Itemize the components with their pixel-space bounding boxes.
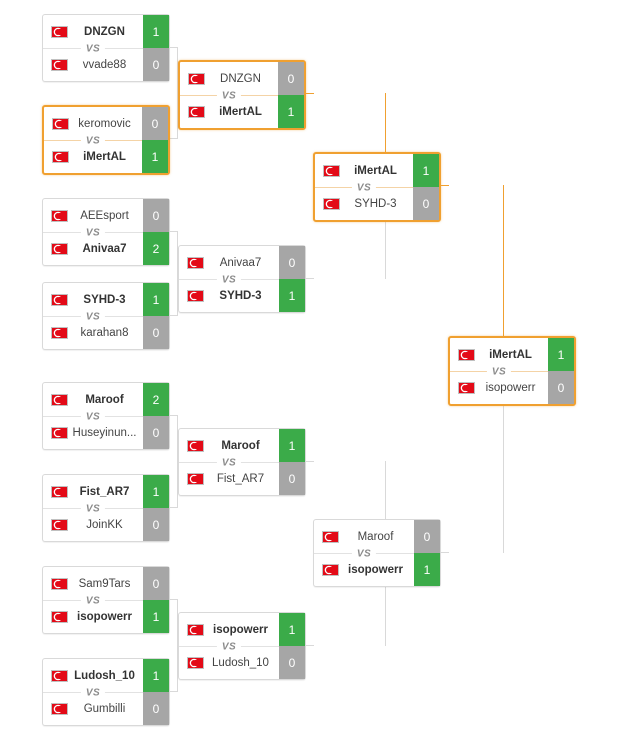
turkey-flag-icon (322, 564, 339, 576)
match-m15[interactable] (448, 336, 576, 406)
team-name: Fist_AR7 (216, 472, 265, 485)
vs-label: VS (352, 549, 376, 560)
bracket-connector (441, 185, 449, 186)
match-team-bottom[interactable] (43, 416, 169, 449)
match-team-bottom[interactable] (43, 232, 169, 265)
match-team-bottom[interactable] (179, 279, 305, 312)
team-score: 0 (279, 246, 305, 279)
match-team-top[interactable] (44, 107, 168, 140)
match-team-top[interactable] (43, 383, 169, 416)
team-score: 1 (143, 475, 169, 508)
team-score: 0 (143, 567, 169, 600)
team-name: Anivaa7 (219, 256, 262, 269)
team-name: Maroof (221, 439, 260, 452)
match-m13[interactable] (313, 152, 441, 222)
vs-label: VS (81, 596, 105, 607)
team-name: isopowerr (348, 563, 403, 576)
match-m4[interactable] (42, 282, 170, 350)
team-score: 1 (548, 338, 574, 371)
vs-divider (179, 641, 279, 653)
team-name: Ludosh_10 (212, 656, 269, 669)
team-name: Maroof (357, 530, 394, 543)
team-score: 1 (414, 553, 440, 586)
turkey-flag-icon (187, 290, 204, 302)
vs-divider (43, 411, 143, 423)
turkey-flag-icon (458, 349, 475, 361)
match-team-bottom[interactable] (179, 646, 305, 679)
vs-label: VS (81, 688, 105, 699)
vs-label: VS (217, 91, 241, 102)
team-score: 1 (142, 140, 168, 173)
match-team-bottom[interactable] (43, 600, 169, 633)
vs-divider (44, 135, 142, 147)
match-m1[interactable] (42, 14, 170, 82)
match-team-bottom[interactable] (43, 692, 169, 725)
team-score: 2 (143, 383, 169, 416)
vs-divider (43, 687, 143, 699)
team-score: 1 (279, 613, 305, 646)
bracket-connector (306, 645, 314, 646)
turkey-flag-icon (187, 657, 204, 669)
turkey-flag-icon (51, 611, 68, 623)
match-m8[interactable] (42, 658, 170, 726)
turkey-flag-icon (323, 165, 340, 177)
team-name: iMertAL (219, 105, 262, 118)
turkey-flag-icon (188, 106, 205, 118)
match-team-bottom[interactable] (450, 371, 574, 404)
vs-label: VS (352, 183, 376, 194)
team-name: JoinKK (86, 518, 123, 531)
turkey-flag-icon (187, 473, 204, 485)
match-m9[interactable] (178, 60, 306, 130)
team-name: iMertAL (83, 150, 126, 163)
team-score: 0 (278, 62, 304, 95)
bracket-connector (306, 93, 314, 94)
team-name: iMertAL (354, 164, 397, 177)
team-score: 1 (143, 600, 169, 633)
match-team-bottom[interactable] (43, 316, 169, 349)
match-team-top[interactable] (450, 338, 574, 371)
vs-label: VS (81, 504, 105, 515)
turkey-flag-icon (52, 118, 69, 130)
team-score: 1 (143, 659, 169, 692)
match-team-top[interactable] (43, 567, 169, 600)
match-team-top[interactable] (179, 246, 305, 279)
match-m5[interactable] (42, 382, 170, 450)
turkey-flag-icon (51, 486, 68, 498)
turkey-flag-icon (51, 703, 68, 715)
team-score: 0 (143, 508, 169, 541)
team-score: 1 (279, 429, 305, 462)
match-team-bottom[interactable] (315, 187, 439, 220)
match-m2[interactable] (42, 105, 170, 175)
vs-label: VS (217, 458, 241, 469)
team-name: Sam9Tars (78, 577, 131, 590)
turkey-flag-icon (52, 151, 69, 163)
team-score: 0 (143, 48, 169, 81)
turkey-flag-icon (51, 243, 68, 255)
team-score: 1 (413, 154, 439, 187)
team-score: 0 (279, 462, 305, 495)
match-team-bottom[interactable] (43, 48, 169, 81)
team-name: DNZGN (84, 25, 125, 38)
turkey-flag-icon (187, 440, 204, 452)
turkey-flag-icon (51, 670, 68, 682)
turkey-flag-icon (458, 382, 475, 394)
vs-divider (43, 595, 143, 607)
team-name: isopowerr (77, 610, 132, 623)
team-name: vvade88 (82, 58, 127, 71)
team-score: 0 (548, 371, 574, 404)
vs-divider (43, 503, 143, 515)
team-score: 0 (143, 199, 169, 232)
team-name: DNZGN (220, 72, 261, 85)
team-name: Anivaa7 (82, 242, 127, 255)
team-name: karahan8 (80, 326, 129, 339)
team-name: isopowerr (485, 381, 536, 394)
team-name: Huseyinun... (72, 426, 137, 439)
turkey-flag-icon (188, 73, 205, 85)
vs-divider (179, 457, 279, 469)
vs-label: VS (81, 412, 105, 423)
team-name: SYHD-3 (219, 289, 262, 302)
team-score: 1 (143, 15, 169, 48)
match-team-bottom[interactable] (314, 553, 440, 586)
team-score: 0 (142, 107, 168, 140)
team-score: 0 (143, 692, 169, 725)
turkey-flag-icon (51, 294, 68, 306)
team-score: 0 (414, 520, 440, 553)
match-team-top[interactable] (43, 199, 169, 232)
match-m11[interactable] (178, 428, 306, 496)
match-m10[interactable] (178, 245, 306, 313)
team-score: 0 (143, 416, 169, 449)
turkey-flag-icon (51, 578, 68, 590)
vs-label: VS (81, 44, 105, 55)
match-team-top[interactable] (43, 659, 169, 692)
vs-divider (43, 227, 143, 239)
vs-divider (43, 311, 143, 323)
team-name: keromovic (78, 117, 131, 130)
team-name: Ludosh_10 (74, 669, 135, 682)
match-m14[interactable] (313, 519, 441, 587)
vs-label: VS (81, 312, 105, 323)
match-team-bottom[interactable] (44, 140, 168, 173)
match-team-top[interactable] (179, 429, 305, 462)
bracket-connector (306, 461, 314, 462)
match-m12[interactable] (178, 612, 306, 680)
match-m6[interactable] (42, 474, 170, 542)
team-name: Maroof (85, 393, 124, 406)
vs-label: VS (81, 228, 105, 239)
team-score: 1 (143, 283, 169, 316)
vs-divider (43, 43, 143, 55)
team-name: SYHD-3 (354, 197, 397, 210)
team-score: 0 (279, 646, 305, 679)
vs-label: VS (81, 136, 105, 147)
turkey-flag-icon (323, 198, 340, 210)
match-team-bottom[interactable] (180, 95, 304, 128)
match-team-top[interactable] (179, 613, 305, 646)
match-team-top[interactable] (43, 15, 169, 48)
match-team-bottom[interactable] (43, 508, 169, 541)
vs-divider (315, 182, 413, 194)
turkey-flag-icon (322, 531, 339, 543)
match-team-top[interactable] (180, 62, 304, 95)
vs-divider (314, 548, 414, 560)
vs-divider (450, 366, 548, 378)
turkey-flag-icon (187, 624, 204, 636)
match-m3[interactable] (42, 198, 170, 266)
vs-divider (179, 274, 279, 286)
turkey-flag-icon (187, 257, 204, 269)
team-name: SYHD-3 (83, 293, 126, 306)
turkey-flag-icon (51, 427, 68, 439)
team-name: isopowerr (213, 623, 268, 636)
vs-divider (180, 90, 278, 102)
turkey-flag-icon (51, 210, 68, 222)
team-score: 1 (278, 95, 304, 128)
turkey-flag-icon (51, 394, 68, 406)
team-score: 1 (279, 279, 305, 312)
match-team-top[interactable] (314, 520, 440, 553)
turkey-flag-icon (51, 26, 68, 38)
team-name: iMertAL (489, 348, 532, 361)
team-name: AEEsport (80, 209, 129, 222)
turkey-flag-icon (51, 327, 68, 339)
match-m7[interactable] (42, 566, 170, 634)
turkey-flag-icon (51, 59, 68, 71)
match-team-bottom[interactable] (179, 462, 305, 495)
bracket-connector (441, 552, 449, 553)
vs-label: VS (217, 275, 241, 286)
team-score: 2 (143, 232, 169, 265)
match-team-top[interactable] (315, 154, 439, 187)
turkey-flag-icon (51, 519, 68, 531)
vs-label: VS (487, 367, 511, 378)
match-team-top[interactable] (43, 475, 169, 508)
team-score: 0 (413, 187, 439, 220)
vs-label: VS (217, 642, 241, 653)
team-name: Gumbilli (83, 702, 126, 715)
bracket-connector (306, 278, 314, 279)
team-name: Fist_AR7 (79, 485, 130, 498)
match-team-top[interactable] (43, 283, 169, 316)
team-score: 0 (143, 316, 169, 349)
